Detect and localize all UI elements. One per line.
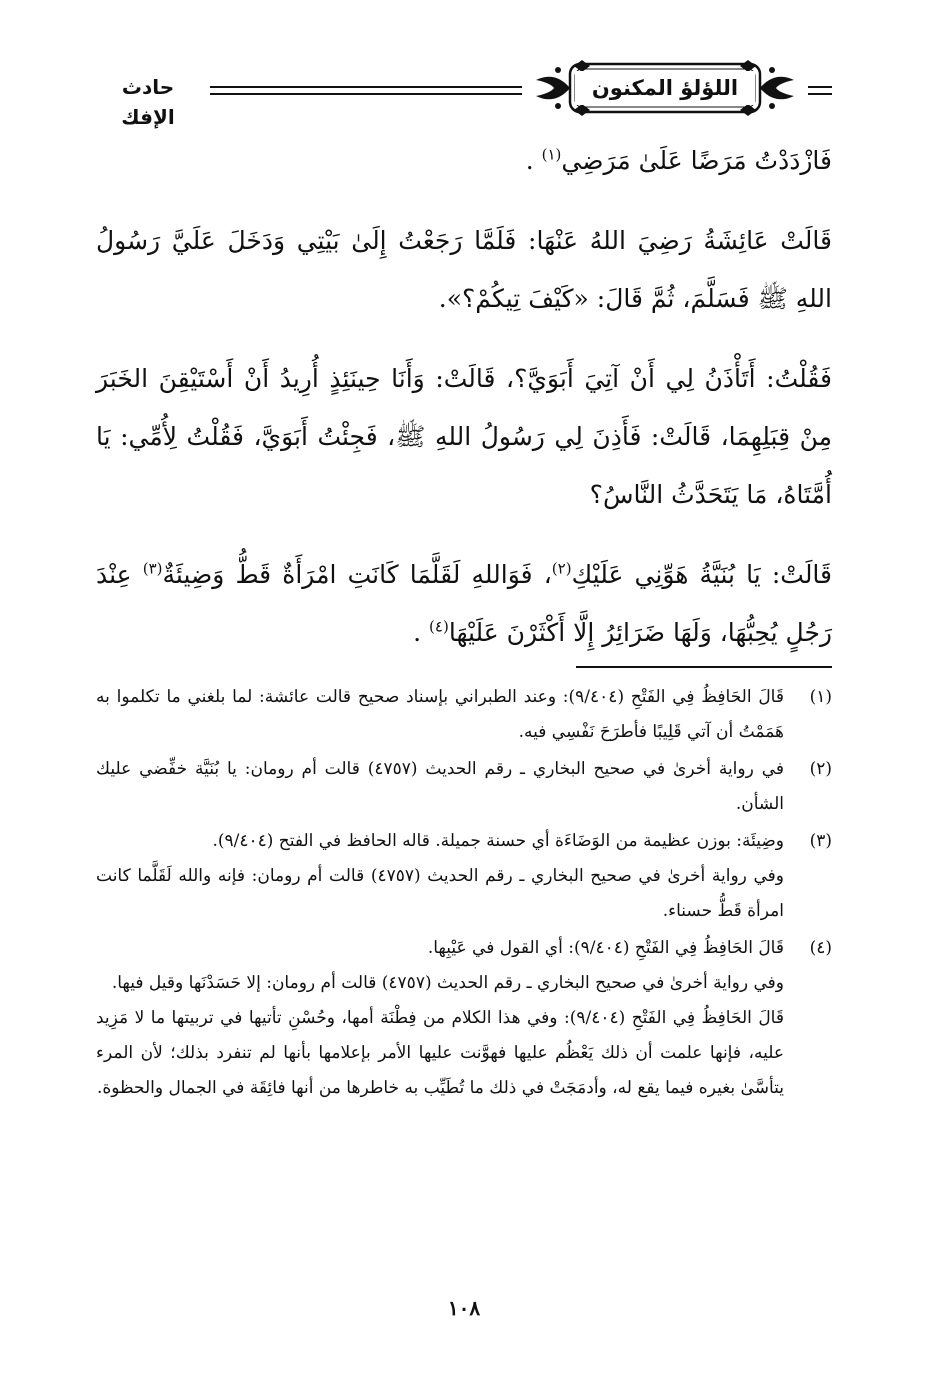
footnote-text: وفي رواية أخرىٰ في صحيح البخاري ـ رقم الحديث (٤٧٥٧) قالت أم رومان: فإنه والله لَقَلَّما كانت امرأة قَطُّ حسناء. <box>96 866 784 921</box>
paragraph-text: فَقُلْتُ: أَتَأْذَنُ لِي أَنْ آتِيَ أَبَوَيَّ؟، قَالَتْ: وَأَنَا حِينَئِذٍ أُرِيدُ أَنْ أَسْتَيْقِنَ الخَبَرَ مِنْ قِبَلِهِمَا، قَالَتْ: فَأَذِنَ لِي رَسُولُ اللهِ ﷺ، فَجِئْتُ أَبَوَيَّ، فَقُلْتُ لِأُمِّي: يَا أُمَّتَاهُ، مَا يَتَحَدَّثُ النَّاسُ؟ <box>96 364 832 509</box>
chapter-title: حادث الإفك <box>121 75 175 129</box>
footnote-ref-2[interactable]: (٢) <box>551 559 572 578</box>
footnote-number: (٤) <box>809 938 832 958</box>
footnotes <box>96 680 832 1108</box>
footnote-body <box>96 680 784 750</box>
paragraph-3 <box>96 350 832 524</box>
paragraph-1 <box>96 132 832 190</box>
footnote-text: وضِيئَة: بوزن عظيمة من الوَضَاءَة أي حسنة جميلة. قاله الحافظ في الفتح (٩/٤٠٤). <box>212 831 784 851</box>
paragraph-text: عِنْدَ رَجُلٍ يُحِبُّهَا، وَلَهَا ضَرَائِرُ إِلَّا أَكْثَرْنَ عَلَيْهَا <box>96 560 832 647</box>
footnote-3 <box>96 824 832 929</box>
footnote-number: (١) <box>809 687 832 707</box>
paragraph-4 <box>96 546 832 662</box>
paragraph-tail: . <box>525 146 542 175</box>
main-text <box>96 132 832 662</box>
footnote-2 <box>96 752 832 822</box>
footnote-ref-1[interactable]: (١) <box>541 145 562 164</box>
footnote-1 <box>96 680 832 750</box>
header-rule-right <box>808 86 832 95</box>
paragraph-text: ، فَوَاللهِ لَقَلَّمَا كَانَتِ امْرَأَةٌ قَطُّ وَضِيئَةٌ <box>162 560 552 589</box>
book-title-ornament <box>530 58 800 118</box>
footnote-text: قَالَ الحَافِظُ فِي الفَتْحِ (٩/٤٠٤): وفي هذا الكلام من فِطْنَة أمها، وحُسْنِ تأتيها في تربيتها ما لا مَزِيد عليه، فإنها علمت أن ذلك يَعْظُم عليها فهوَّنت عليها الأمر بإعلامها بأنها لم تنفرد بذلك؛ لأن المرء يتأسَّىٰ بغيره فيما يقع له، وأدمَجَتْ في ذلك ما تُطَيِّب به خاطرها من أنها فائِقَة في الجمال والحظوة. <box>96 1008 784 1098</box>
paragraph-text: فَازْدَدْتُ مَرَضًا عَلَىٰ مَرَضِي <box>561 146 832 175</box>
footnote-separator <box>576 666 832 668</box>
header-rule-left <box>210 86 522 95</box>
footnote-body <box>96 752 784 822</box>
footnote-ref-4[interactable]: (٤) <box>429 617 449 636</box>
footnote-body <box>96 931 784 1106</box>
paragraph-text: قَالَتْ عَائِشَةُ رَضِيَ اللهُ عَنْهَا: فَلَمَّا رَجَعْتُ إِلَىٰ بَيْتِي وَدَخَلَ عَلَيَّ رَسُولُ اللهِ ﷺ فَسَلَّمَ، ثُمَّ قَالَ: «كَيْفَ تِيكُمْ؟». <box>96 226 832 313</box>
footnote-text: قَالَ الحَافِظُ فِي الفَتْحِ (٩/٤٠٤): وعند الطبراني بإسناد صحيح قالت عائشة: لما بلغني ما تكلموا به هَمَمْتُ أن آتي قَلِيبًا فأطرَحَ نَفْسِي فيه. <box>96 687 784 742</box>
book-title: اللؤلؤ المكنون <box>575 71 755 105</box>
footnote-number: (٢) <box>809 759 832 779</box>
paragraph-2 <box>96 212 832 328</box>
footnote-body <box>96 824 784 929</box>
footnote-text: قَالَ الحَافِظُ فِي الفَتْحِ (٩/٤٠٤): أي القول في عَيْبِها. <box>427 938 784 958</box>
page-number: ١٠٨ <box>447 1296 481 1320</box>
footnote-ref-3[interactable]: (٣) <box>142 559 163 578</box>
footnote-number: (٣) <box>809 831 832 851</box>
paragraph-tail: . <box>413 618 430 647</box>
footnote-text: في رواية أخرىٰ في صحيح البخاري ـ رقم الحديث (٤٧٥٧) قالت أم رومان: يا بُنَيَّة خفِّضي عليك الشأن. <box>96 759 784 814</box>
paragraph-text: قَالَتْ: يَا بُنَيَّةُ هَوِّنِي عَلَيْكِ <box>571 560 833 589</box>
running-header <box>92 58 832 129</box>
footnote-4 <box>96 931 832 1106</box>
footnote-text: وفي رواية أخرىٰ في صحيح البخاري ـ رقم الحديث (٤٧٥٧) قالت أم رومان: إلا حَسَدْنَها وقيل فيها. <box>111 973 784 993</box>
